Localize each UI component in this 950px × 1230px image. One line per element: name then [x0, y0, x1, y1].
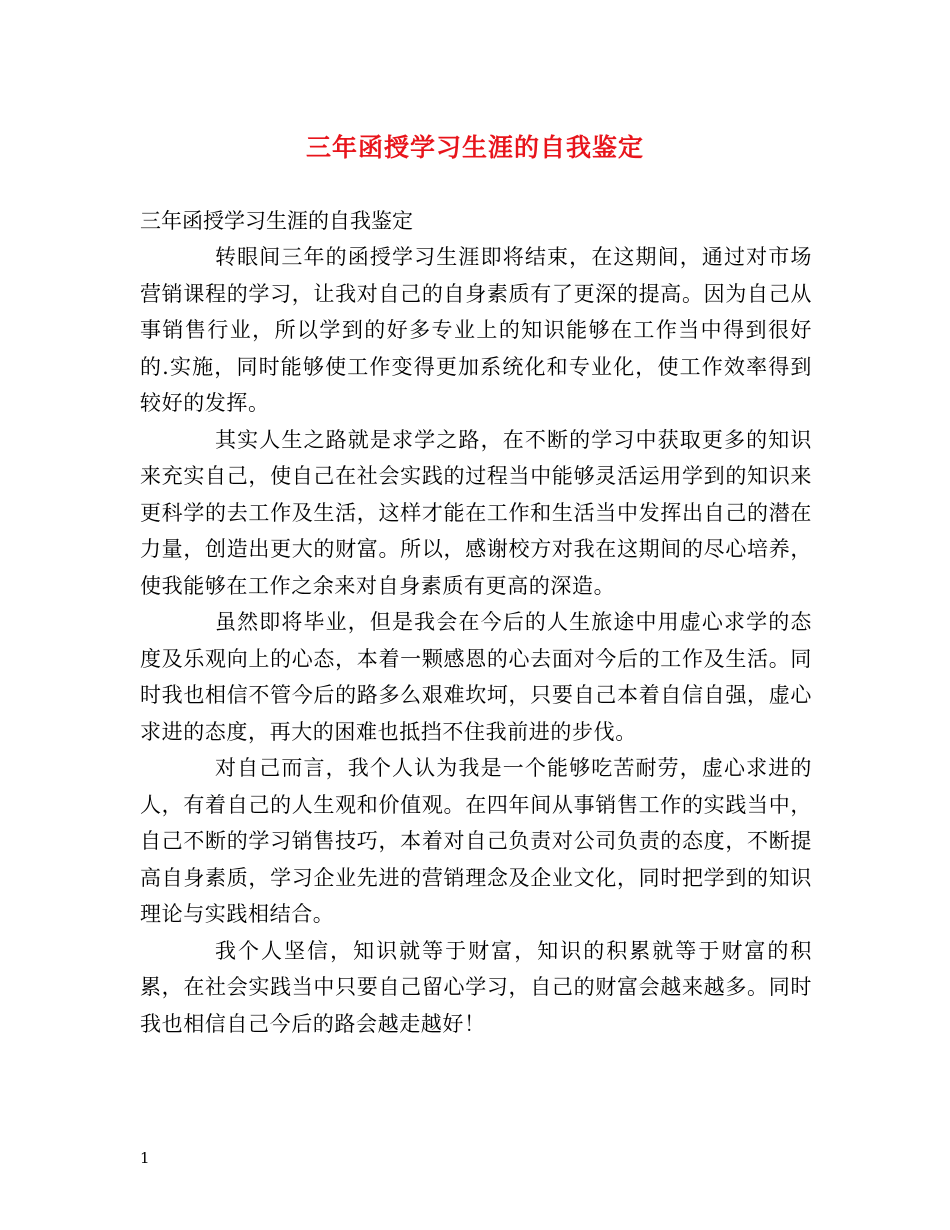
paragraph-1: 转眼间三年的函授学习生涯即将结束，在这期间，通过对市场营销课程的学习，让我对自己的自身素质有了更深的提高。因为自己从事销售行业，所以学到的好多专业上的知识能够在工作当中得到很好的.实施，同时能够使工作变得更加系统化和专业化，使工作效率得到较好的发挥。	[140, 245, 812, 415]
paragraph-4: 对自己而言，我个人认为我是一个能够吃苦耐劳，虚心求进的人，有着自己的人生观和价值观。在四年间从事销售工作的实践当中，自己不断的学习销售技巧，本着对自己负责对公司负责的态度，不断提高自身素质，学习企业先进的营销理念及企业文化，同时把学到的知识理论与实践相结合。	[140, 756, 812, 926]
page-number: 1	[140, 1149, 150, 1167]
document-title: 三年函授学习生涯的自我鉴定	[305, 133, 644, 162]
paragraph-3: 虽然即将毕业，但是我会在今后的人生旅途中用虚心求学的态度及乐观向上的心态，本着一颗感恩的心去面对今后的工作及生活。同时我也相信不管今后的路多么艰难坎坷，只要自己本着自信自强，虚心求进的态度，再大的困难也抵挡不住我前进的步伐。	[140, 610, 812, 744]
paragraph-2: 其实人生之路就是求学之路，在不断的学习中获取更多的知识来充实自己，使自己在社会实践的过程当中能够灵活运用学到的知识来更科学的去工作及生活，这样才能在工作和生活当中发挥出自己的潜在力量，创造出更大的财富。所以，感谢校方对我在这期间的尽心培养，使我能够在工作之余来对自身素质有更高的深造。	[140, 427, 812, 598]
document-body	[140, 203, 812, 1042]
paragraph-5: 我个人坚信，知识就等于财富，知识的积累就等于财富的积累，在社会实践当中只要自己留心学习，自己的财富会越来越多。同时我也相信自己今后的路会越走越好！	[140, 938, 812, 1036]
document-subtitle: 三年函授学习生涯的自我鉴定	[140, 209, 413, 233]
